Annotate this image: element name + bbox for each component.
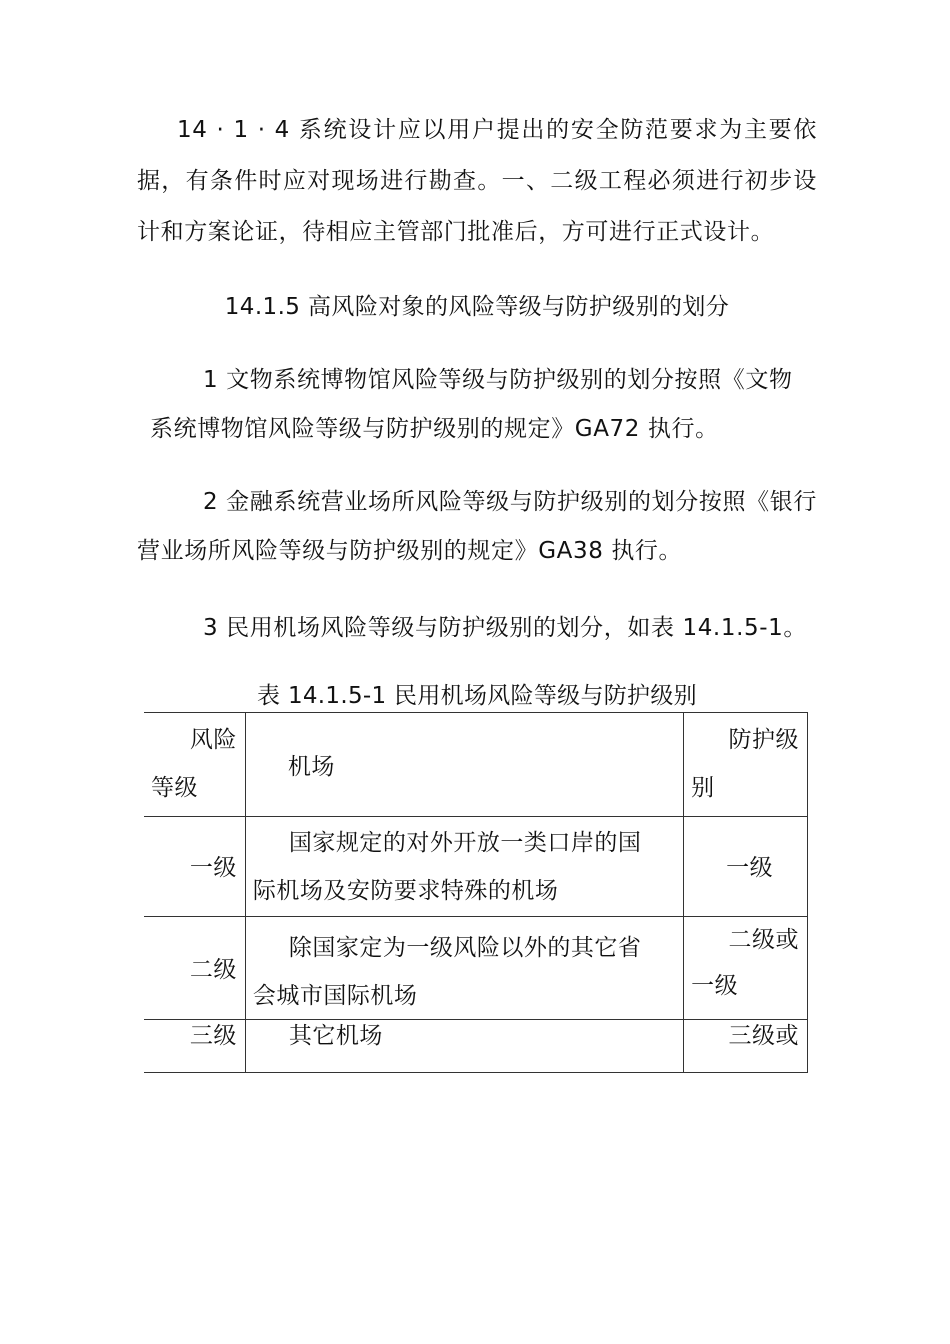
table-caption: 表 14.1.5-1 民用机场风险等级与防护级别 <box>257 683 697 709</box>
airport-risk-table <box>144 712 808 1073</box>
paragraph-14-1-4: 14 · 1 · 4 系统设计应以用户提出的安全防范要求为主要依据，有条件时应对现场进行勘查。一、二级工程必须进行初步设计和方案论证，待相应主管部门批准后，方可进行正式设计。 <box>137 117 817 245</box>
airport-line-1: 其它机场 <box>288 1023 383 1049</box>
risk-level-value: 二级 <box>189 957 237 983</box>
paragraph-item-2: 2 金融系统营业场所风险等级与防护级别的划分按照《银行营业场所风险等级与防护级别的规定》GA38 执行。 <box>137 489 817 564</box>
header-risk-line-2: 等级 <box>151 775 198 801</box>
paragraph-item-1-line-1: 1 文物系统博物馆风险等级与防护级别的划分按照《文物 <box>203 367 793 393</box>
risk-level-value: 一级 <box>189 855 237 881</box>
header-protection-line-1: 防护级 <box>728 727 799 753</box>
cell-airport <box>245 1020 683 1073</box>
header-cell-airport <box>245 713 683 817</box>
paragraph-item-3: 3 民用机场风险等级与防护级别的划分，如表 14.1.5-1。 <box>203 615 807 641</box>
cell-risk-level <box>144 1020 245 1073</box>
table-header-row <box>144 713 808 817</box>
protection-value: 一级 <box>726 855 774 881</box>
table-row <box>144 917 808 1020</box>
header-protection-line-2: 别 <box>691 775 715 801</box>
header-cell-risk-level <box>144 713 245 817</box>
protection-line-2: 一级 <box>691 973 739 999</box>
cell-risk-level <box>144 817 245 917</box>
paragraph-item-1 <box>137 356 817 454</box>
cell-risk-level <box>144 917 245 1020</box>
header-cell-protection <box>684 713 808 817</box>
section-heading-14-1-5: 14.1.5 高风险对象的风险等级与防护级别的划分 <box>224 294 730 320</box>
airport-line-2: 会城市国际机场 <box>252 983 418 1009</box>
header-airport-label: 机场 <box>287 754 335 780</box>
cell-airport <box>245 817 683 917</box>
cell-protection <box>684 817 808 917</box>
cell-protection <box>684 1020 808 1073</box>
protection-line-1: 二级或 <box>728 927 799 953</box>
risk-level-value: 三级 <box>189 1023 237 1049</box>
table-row <box>144 817 808 917</box>
table-row <box>144 1020 808 1073</box>
cell-airport <box>245 917 683 1020</box>
airport-line-2: 际机场及安防要求特殊的机场 <box>252 878 559 904</box>
header-risk-line-1: 风险 <box>189 727 237 753</box>
paragraph-item-1-line-2: 系统博物馆风险等级与防护级别的规定》GA72 执行。 <box>150 416 719 442</box>
cell-protection <box>684 917 808 1020</box>
airport-line-1: 国家规定的对外开放一类口岸的国 <box>288 830 642 856</box>
airport-line-1: 除国家定为一级风险以外的其它省 <box>288 935 642 961</box>
protection-line-1: 三级或 <box>728 1023 799 1049</box>
